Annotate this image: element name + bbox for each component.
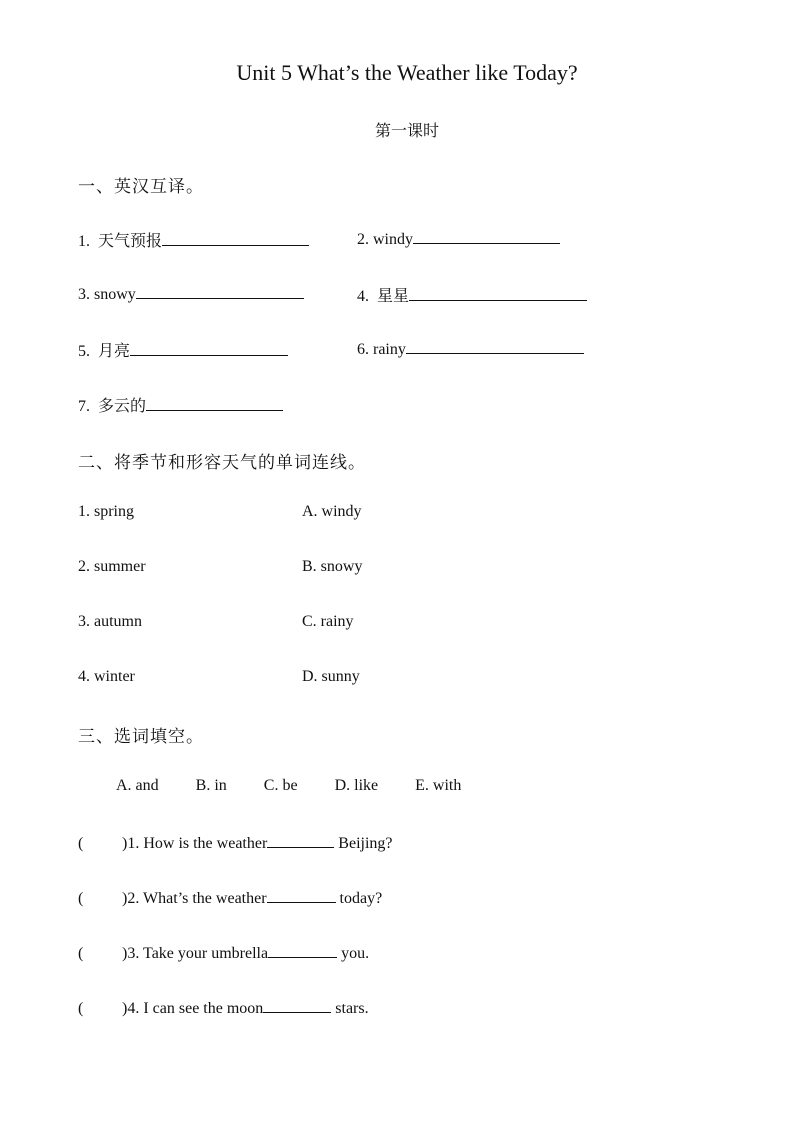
answer-blank[interactable] — [406, 338, 584, 354]
translation-item-1 — [78, 228, 309, 251]
item-word: rainy — [373, 341, 406, 358]
word-option: B. in — [195, 777, 227, 794]
lesson-subtitle: 第一课时 — [374, 123, 439, 140]
section-1-heading: 一、英汉互译。 — [78, 177, 204, 196]
answer-blank[interactable] — [136, 283, 304, 299]
answer-blank[interactable] — [268, 942, 337, 958]
question-text-end: Beijing? — [334, 835, 393, 852]
item-number: 5. — [78, 343, 90, 360]
item-number: 2. — [357, 231, 369, 248]
item-number: 4. — [357, 288, 369, 305]
answer-blank[interactable] — [162, 230, 309, 246]
word-option: E. with — [415, 777, 462, 794]
answer-blank[interactable] — [146, 395, 283, 411]
item-word: 多云的 — [98, 398, 147, 415]
word-options — [116, 777, 461, 795]
item-number: 6. — [357, 341, 369, 358]
answer-paren[interactable]: ( — [78, 1000, 84, 1017]
question-text-end: today? — [335, 890, 383, 907]
season-item[interactable]: 1. spring — [78, 503, 134, 520]
answer-blank[interactable] — [409, 285, 587, 301]
word-option: C. be — [263, 777, 298, 794]
season-item[interactable]: 4. winter — [78, 668, 135, 685]
item-number: 7. — [78, 398, 90, 415]
question-text-end: stars. — [331, 1000, 369, 1017]
answer-paren[interactable]: ( — [78, 945, 84, 962]
question-text: )3. Take your umbrella — [122, 945, 269, 962]
answer-blank[interactable] — [267, 832, 334, 848]
weather-item[interactable]: B. snowy — [302, 558, 363, 575]
fill-question-1 — [78, 832, 393, 853]
item-number: 3. — [78, 286, 90, 303]
word-option: A. and — [116, 777, 159, 794]
answer-blank[interactable] — [263, 997, 331, 1013]
item-word: windy — [373, 231, 413, 248]
translation-item-4 — [357, 283, 587, 306]
item-number: 1. — [78, 233, 90, 250]
page-title: Unit 5 What’s the Weather like Today? — [236, 60, 578, 85]
translation-item-3 — [78, 283, 304, 304]
answer-paren[interactable]: ( — [78, 890, 84, 907]
fill-question-3 — [78, 942, 369, 963]
translation-item-5 — [78, 338, 288, 361]
translation-item-2 — [357, 228, 560, 249]
season-item[interactable]: 2. summer — [78, 558, 146, 575]
answer-blank[interactable] — [413, 228, 560, 244]
item-word: 星星 — [377, 288, 410, 305]
section-3-heading: 三、选词填空。 — [78, 727, 204, 746]
question-text: )1. How is the weather — [122, 835, 268, 852]
question-text: )2. What’s the weather — [122, 890, 267, 907]
item-word: 月亮 — [98, 343, 131, 360]
item-word: 天气预报 — [98, 233, 163, 250]
answer-paren[interactable]: ( — [78, 835, 84, 852]
translation-item-6 — [357, 338, 584, 359]
question-text: )4. I can see the moon — [122, 1000, 264, 1017]
fill-question-2 — [78, 887, 382, 908]
section-2-heading: 二、将季节和形容天气的单词连线。 — [78, 453, 366, 472]
answer-blank[interactable] — [130, 340, 288, 356]
item-word: snowy — [94, 286, 136, 303]
season-item[interactable]: 3. autumn — [78, 613, 142, 630]
word-option: D. like — [334, 777, 379, 794]
translation-item-7 — [78, 393, 283, 416]
question-text-end: you. — [337, 945, 370, 962]
weather-item[interactable]: D. sunny — [302, 668, 360, 685]
weather-item[interactable]: C. rainy — [302, 613, 354, 630]
answer-blank[interactable] — [267, 887, 336, 903]
fill-question-4 — [78, 997, 369, 1018]
weather-item[interactable]: A. windy — [302, 503, 362, 520]
